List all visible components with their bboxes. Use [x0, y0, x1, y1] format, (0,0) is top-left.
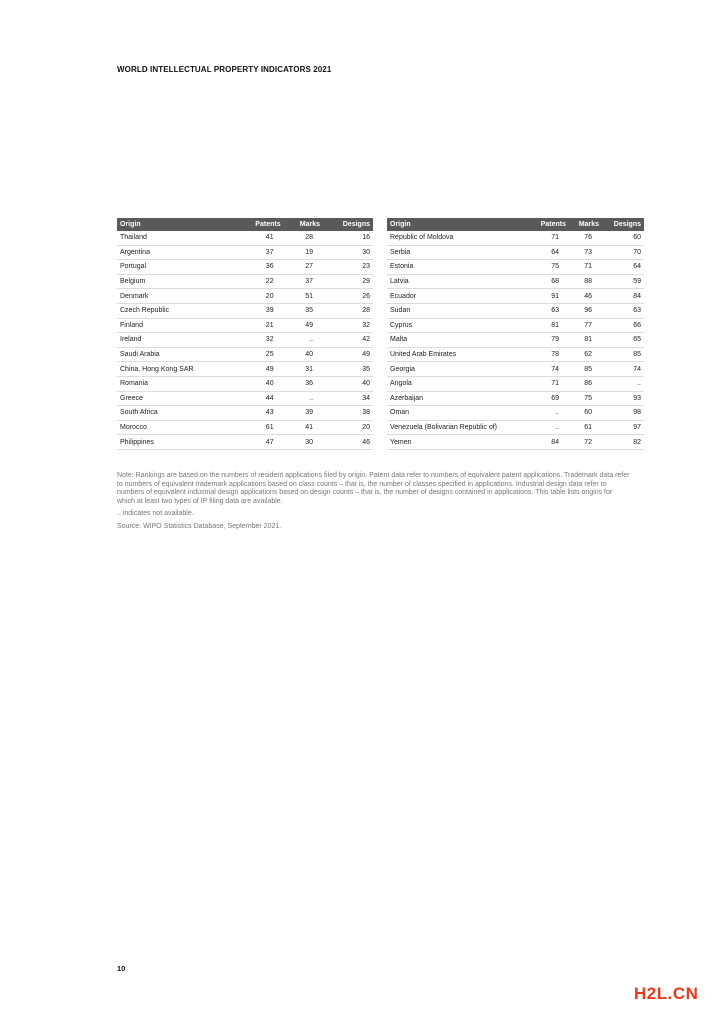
- table-header-row: [117, 218, 373, 231]
- cell-origin: Ecuador: [387, 289, 530, 304]
- cell-designs: 42: [323, 333, 373, 348]
- column-header-origin: Origin: [117, 218, 237, 231]
- table-row: [387, 260, 644, 275]
- cell-designs: 60: [602, 231, 644, 245]
- ranking-table-right: [387, 218, 644, 450]
- table-row: [387, 333, 644, 348]
- cell-designs: 65: [602, 333, 644, 348]
- table-row: [387, 274, 644, 289]
- cell-marks: ..: [284, 333, 323, 348]
- cell-designs: 20: [323, 420, 373, 435]
- cell-origin: Sudan: [387, 303, 530, 318]
- cell-designs: 98: [602, 406, 644, 421]
- table-row: [387, 362, 644, 377]
- cell-origin: Philippines: [117, 435, 237, 450]
- table-row: [117, 303, 373, 318]
- ranking-table-left: [117, 218, 373, 450]
- cell-origin: Finland: [117, 318, 237, 333]
- table-row: [387, 347, 644, 362]
- cell-marks: 40: [284, 347, 323, 362]
- watermark-part2: .CN: [667, 984, 699, 1003]
- table-row: [117, 231, 373, 245]
- cell-patents: 32: [237, 333, 284, 348]
- cell-origin: South Africa: [117, 406, 237, 421]
- table-row: [117, 289, 373, 304]
- cell-origin: Oman: [387, 406, 530, 421]
- column-header-marks: Marks: [569, 218, 602, 231]
- table-row: [117, 406, 373, 421]
- table-row: [117, 435, 373, 450]
- cell-designs: 34: [323, 391, 373, 406]
- cell-origin: China, Hong Kong SAR: [117, 362, 237, 377]
- page-number: 10: [117, 964, 126, 973]
- not-available-legend: .. indicates not available.: [117, 510, 194, 518]
- table-row: [117, 362, 373, 377]
- cell-patents: 44: [237, 391, 284, 406]
- cell-marks: 88: [569, 274, 602, 289]
- table-row: [387, 435, 644, 450]
- cell-marks: 76: [569, 231, 602, 245]
- cell-designs: 82: [602, 435, 644, 450]
- table-row: [387, 318, 644, 333]
- column-header-designs: Designs: [602, 218, 644, 231]
- cell-marks: 51: [284, 289, 323, 304]
- column-header-marks: Marks: [284, 218, 323, 231]
- cell-origin: Malta: [387, 333, 530, 348]
- cell-marks: 73: [569, 245, 602, 260]
- cell-origin: Portugal: [117, 260, 237, 275]
- cell-marks: 30: [284, 435, 323, 450]
- cell-origin: Saudi Arabia: [117, 347, 237, 362]
- cell-origin: Estonia: [387, 260, 530, 275]
- cell-origin: Latvia: [387, 274, 530, 289]
- cell-designs: 84: [602, 289, 644, 304]
- cell-designs: 28: [323, 303, 373, 318]
- table-row: [117, 376, 373, 391]
- cell-designs: ..: [602, 376, 644, 391]
- cell-marks: 49: [284, 318, 323, 333]
- table-row: [117, 391, 373, 406]
- cell-marks: 62: [569, 347, 602, 362]
- cell-patents: 63: [530, 303, 569, 318]
- cell-patents: 20: [237, 289, 284, 304]
- cell-origin: Denmark: [117, 289, 237, 304]
- page-header-title: WORLD INTELLECTUAL PROPERTY INDICATORS 2021: [117, 65, 332, 74]
- cell-marks: 31: [284, 362, 323, 377]
- cell-patents: 43: [237, 406, 284, 421]
- table-row: [117, 245, 373, 260]
- table-row: [387, 245, 644, 260]
- cell-designs: 64: [602, 260, 644, 275]
- cell-designs: 26: [323, 289, 373, 304]
- cell-designs: 85: [602, 347, 644, 362]
- table-row: [387, 406, 644, 421]
- column-header-designs: Designs: [323, 218, 373, 231]
- cell-marks: 27: [284, 260, 323, 275]
- cell-patents: 71: [530, 231, 569, 245]
- cell-patents: 64: [530, 245, 569, 260]
- cell-marks: 28: [284, 231, 323, 245]
- cell-patents: 40: [237, 376, 284, 391]
- cell-designs: 30: [323, 245, 373, 260]
- cell-origin: Belgium: [117, 274, 237, 289]
- cell-marks: 75: [569, 391, 602, 406]
- cell-patents: 22: [237, 274, 284, 289]
- cell-origin: Republic of Moldova: [387, 231, 530, 245]
- cell-marks: 35: [284, 303, 323, 318]
- cell-designs: 38: [323, 406, 373, 421]
- column-header-patents: Patents: [530, 218, 569, 231]
- cell-marks: 46: [569, 289, 602, 304]
- table-row: [117, 347, 373, 362]
- cell-designs: 93: [602, 391, 644, 406]
- cell-patents: 68: [530, 274, 569, 289]
- cell-designs: 49: [323, 347, 373, 362]
- column-header-origin: Origin: [387, 218, 530, 231]
- table-row: [117, 274, 373, 289]
- cell-designs: 35: [323, 362, 373, 377]
- cell-designs: 74: [602, 362, 644, 377]
- cell-patents: ..: [530, 420, 569, 435]
- cell-designs: 32: [323, 318, 373, 333]
- table-row: [117, 420, 373, 435]
- cell-patents: 74: [530, 362, 569, 377]
- cell-patents: 21: [237, 318, 284, 333]
- cell-patents: 61: [237, 420, 284, 435]
- watermark-part1: H2L: [634, 984, 668, 1003]
- cell-marks: 19: [284, 245, 323, 260]
- cell-origin: Argentina: [117, 245, 237, 260]
- cell-marks: 36: [284, 376, 323, 391]
- cell-marks: 85: [569, 362, 602, 377]
- cell-designs: 23: [323, 260, 373, 275]
- cell-patents: 79: [530, 333, 569, 348]
- cell-marks: 77: [569, 318, 602, 333]
- cell-patents: 75: [530, 260, 569, 275]
- cell-origin: Venezuela (Bolivarian Republic of): [387, 420, 530, 435]
- cell-marks: 61: [569, 420, 602, 435]
- cell-origin: Yemen: [387, 435, 530, 450]
- cell-patents: 91: [530, 289, 569, 304]
- cell-origin: Czech Republic: [117, 303, 237, 318]
- cell-marks: 72: [569, 435, 602, 450]
- cell-origin: Georgia: [387, 362, 530, 377]
- cell-designs: 59: [602, 274, 644, 289]
- cell-designs: 16: [323, 231, 373, 245]
- cell-marks: 60: [569, 406, 602, 421]
- cell-marks: ..: [284, 391, 323, 406]
- column-header-patents: Patents: [237, 218, 284, 231]
- cell-designs: 40: [323, 376, 373, 391]
- watermark-logo: [634, 984, 698, 1004]
- cell-patents: 84: [530, 435, 569, 450]
- cell-origin: Azerbaijan: [387, 391, 530, 406]
- cell-origin: Angola: [387, 376, 530, 391]
- cell-designs: 66: [602, 318, 644, 333]
- cell-patents: 25: [237, 347, 284, 362]
- cell-origin: Cyprus: [387, 318, 530, 333]
- cell-patents: 37: [237, 245, 284, 260]
- cell-patents: ..: [530, 406, 569, 421]
- cell-origin: Ireland: [117, 333, 237, 348]
- cell-patents: 49: [237, 362, 284, 377]
- cell-origin: Greece: [117, 391, 237, 406]
- cell-patents: 69: [530, 391, 569, 406]
- table-row: [387, 391, 644, 406]
- cell-marks: 86: [569, 376, 602, 391]
- table-row: [387, 289, 644, 304]
- cell-marks: 41: [284, 420, 323, 435]
- cell-patents: 39: [237, 303, 284, 318]
- cell-designs: 29: [323, 274, 373, 289]
- table-row: [117, 333, 373, 348]
- cell-origin: Thailand: [117, 231, 237, 245]
- cell-patents: 36: [237, 260, 284, 275]
- table-row: [117, 260, 373, 275]
- cell-patents: 71: [530, 376, 569, 391]
- table-row: [387, 420, 644, 435]
- cell-marks: 81: [569, 333, 602, 348]
- table-notes: [117, 472, 632, 536]
- cell-designs: 97: [602, 420, 644, 435]
- cell-patents: 41: [237, 231, 284, 245]
- note-text: Note: Rankings are based on the numbers of resident applications filed by origin. Patent data refer to numbers of equivalent patent applications. Trademark data refer to numbers of equivalent trademark applications based on class counts – that is, the number of classes specified in applications. Industrial design data refer to numbers of equivalent industrial design applications based on design counts – that is, the number of designs contained in applications. This table lists origins for which at least two types of IP filing data are available.: [117, 472, 630, 505]
- cell-marks: 96: [569, 303, 602, 318]
- cell-origin: Morocco: [117, 420, 237, 435]
- cell-marks: 39: [284, 406, 323, 421]
- cell-origin: Romania: [117, 376, 237, 391]
- cell-marks: 37: [284, 274, 323, 289]
- cell-patents: 81: [530, 318, 569, 333]
- cell-designs: 63: [602, 303, 644, 318]
- cell-origin: United Arab Emirates: [387, 347, 530, 362]
- cell-designs: 70: [602, 245, 644, 260]
- table-row: [387, 303, 644, 318]
- table-header-row: [387, 218, 644, 231]
- cell-patents: 78: [530, 347, 569, 362]
- table-row: [387, 376, 644, 391]
- cell-origin: Serbia: [387, 245, 530, 260]
- table-row: [387, 231, 644, 245]
- cell-marks: 71: [569, 260, 602, 275]
- cell-designs: 46: [323, 435, 373, 450]
- table-row: [117, 318, 373, 333]
- cell-patents: 47: [237, 435, 284, 450]
- source-text: Source: WIPO Statistics Database, September 2021.: [117, 522, 282, 530]
